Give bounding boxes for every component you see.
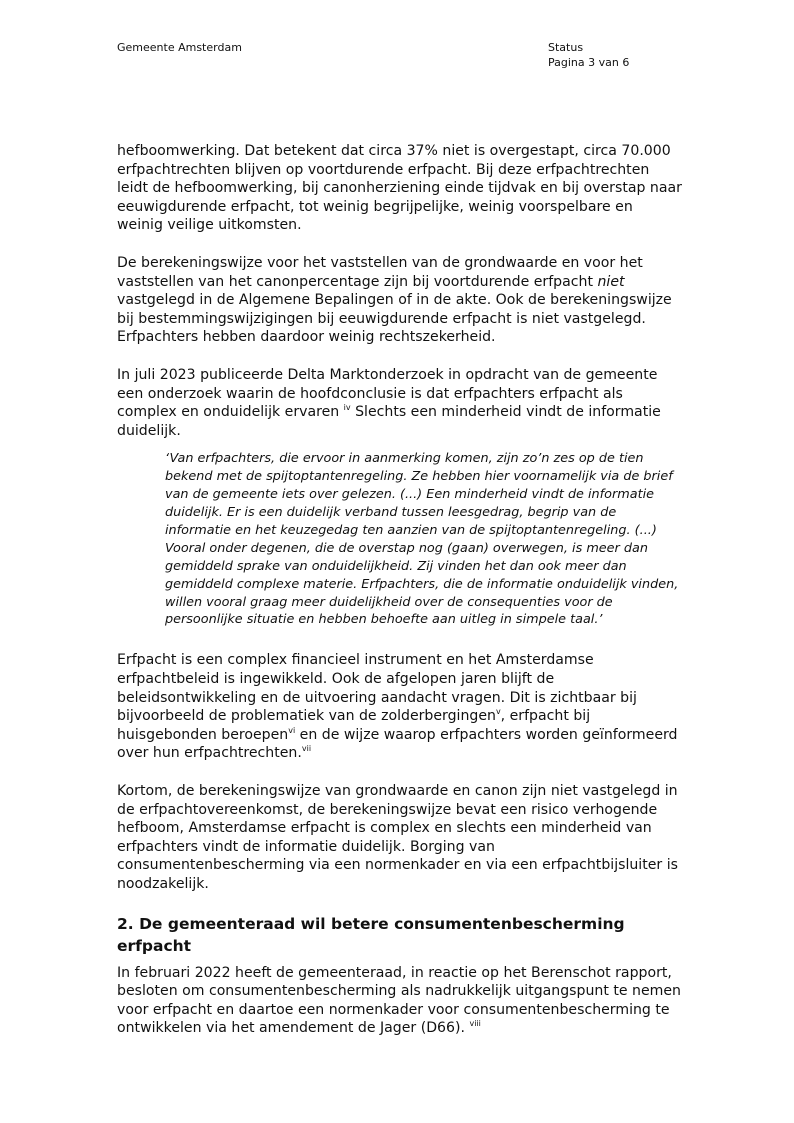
emphasis-text: niet <box>597 273 625 290</box>
paragraph-text: Erfpacht is een complex financieel instrument en het Amsterdamse erfpachtbeleid is ingewikkeld. Ook de afgelopen jaren blijft de beleidsontwikkeling en de uitvoering aandacht vragen. Dit is zichtbaar bij bijvoorbeeld de problematiek van de zolderbergingen <box>117 652 637 725</box>
paragraph-text: De berekeningswijze voor het vaststellen van de grondwaarde en voor het vaststellen van het canonpercentage zijn bij voortdurende erfpacht <box>117 254 643 290</box>
paragraph-text: Slechts een minderheid vindt de informatie duidelijk. <box>117 404 661 439</box>
page-indicator: Pagina 3 van 6 <box>548 56 630 69</box>
document-body <box>117 142 682 1057</box>
block-quote: ‘Van erfpachters, die ervoor in aanmerking komen, zijn zo’n zes op de tien bekend met de spijtoptantenregeling. Ze hebben hier voornamelijk via de brief van de gemeente iets over gelezen. (...) Een minderheid vindt de informatie duidelijk. Er is een duidelijk verband tussen leesgedrag, begrip van de informatie en het keuzegedag ten aanzien van de spijtoptantenregeling. (...) Vooral onder degenen, die de overstap nog (gaan) overwegen, is meer dan gemiddeld sprake van onduidelijkheid. Zij vinden het dan ook meer dan gemiddeld complexe materie. Erfpachters, die de informatie onduidelijk vinden, willen vooral graag meer duidelijkheid over de consequenties voor de persoonlijke situatie en hebben behoefte aan uitleg in simpele taal.’ <box>165 451 679 628</box>
paragraph-berekeningswijze <box>117 254 682 347</box>
paragraph-text: In juli 2023 publiceerde Delta Marktonderzoek in opdracht van de gemeente een onderzoek waarin de hoofdconclusie is dat erfpachters erfpacht als complex en onduidelijk ervaren <box>117 366 658 421</box>
paragraph-text: vastgelegd in de Algemene Bepalingen of in de akte. Ook de berekeningswijze bij bestemmingswijzigingen bij eeuwigdurende erfpacht is niet vastgelegd. Erfpachters hebben daardoor weinig rechtszekerheid. <box>117 292 672 346</box>
page-header-meta <box>548 40 629 70</box>
paragraph-kortom: Kortom, de berekeningswijze van grondwaarde en canon zijn niet vastgelegd in de erfpachtovereenkomst, de berekeningswijze bevat een risico verhogende hefboom, Amsterdamse erfpacht is complex en slechts een minderheid van erfpachters vindt de informatie duidelijk. Borging van consumentenbescherming via een normenkader en via een erfpachtbijsluiter is noodzakelijk. <box>117 782 678 892</box>
section-heading: 2. De gemeenteraad wil betere consumentenbescherming erfpacht <box>117 914 625 955</box>
paragraph-text: en de wijze waarop erfpachters worden geïnformeerd over hun erfpachtrechten. <box>117 726 678 762</box>
footnote-reference[interactable]: v <box>495 707 501 717</box>
page-header-organization <box>117 40 242 55</box>
organization-name: Gemeente Amsterdam <box>117 41 242 54</box>
footnote-reference[interactable]: vii <box>301 744 312 754</box>
footnote-reference[interactable]: iv <box>343 403 351 413</box>
paragraph-hefboomwerking: hefboomwerking. Dat betekent dat circa 37% niet is overgestapt, circa 70.000 erfpachtrechten blijven op voortdurende erfpacht. Bij deze erfpachtrechten leidt de hefboomwerking, bij canonherziening einde tijdvak en bij overstap naar eeuwigdurende erfpacht, tot weinig begrijpelijke, weinig voorspelbare en weinig veilige uitkomsten. <box>117 143 682 234</box>
paragraph-text: In februari 2022 heeft de gemeenteraad, in reactie op het Berenschot rapport, besloten om consumentenbescherming als nadrukkelijk uitgangspunt te nemen voor erfpacht en daartoe een normenkader voor consumentenbescherming te ontwikkelen via het amendement de Jager (D66). <box>117 964 681 1037</box>
paragraph-delta-onderzoek <box>117 366 682 440</box>
status-label: Status <box>548 41 584 54</box>
paragraph-complex-instrument <box>117 651 682 763</box>
footnote-reference[interactable]: vi <box>288 725 296 735</box>
paragraph-gemeenteraad <box>117 964 682 1038</box>
footnote-reference[interactable]: viii <box>469 1019 481 1029</box>
paragraph-text: , erfpacht bij huisgebonden beroepen <box>117 708 591 743</box>
